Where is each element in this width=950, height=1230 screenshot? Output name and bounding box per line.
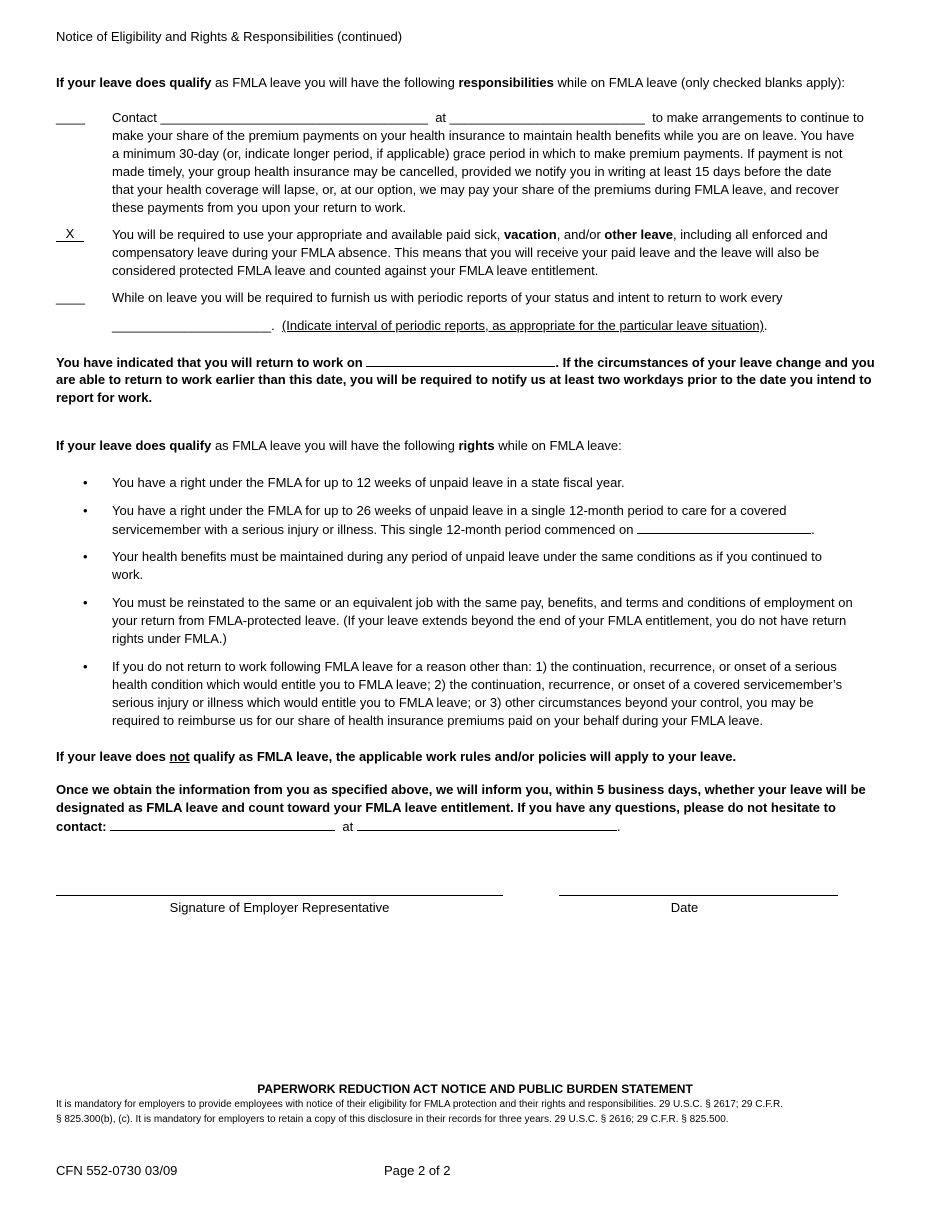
return-date-line: [56, 353, 875, 372]
checkbox-blank-premium[interactable]: ____: [56, 110, 85, 125]
not-qualify-statement: [56, 748, 736, 766]
once-line: designated as FMLA leave and count toward your FMLA leave entitlement. If you have any questions, please do not hesitate to: [56, 800, 836, 815]
page-number: Page 2 of 2: [384, 1163, 451, 1178]
employer-signature-label: Signature of Employer Representative: [169, 900, 390, 915]
periodic-reports-interval-line: [112, 317, 768, 335]
contact-phone-blank[interactable]: ___________________________: [449, 110, 645, 125]
contact-label-bold: contact:: [56, 819, 107, 834]
rights-bullet-line: You have a right under the FMLA for up to 26 weeks of unpaid leave in a single 12-month period to care for a covered: [112, 503, 787, 518]
bullet-icon: •: [83, 475, 88, 490]
interval-note-end: .: [763, 318, 768, 333]
commenced-period: .: [811, 522, 815, 537]
not-qualify-text-end: qualify as FMLA leave, the applicable work rules and/or policies will apply to your leave.: [189, 749, 737, 764]
premium-text-line: make your share of the premium payments on your health insurance to maintain health benefits while you are on leave. You have: [112, 128, 855, 143]
page-header-title: Notice of Eligibility and Rights & Responsibilities (continued): [56, 29, 403, 44]
return-notice-line: report for work.: [56, 390, 153, 405]
bullet-icon: •: [83, 503, 88, 518]
bullet-icon: •: [83, 595, 88, 610]
rights-bullet-line: [112, 520, 815, 539]
once-line: Once we obtain the information from you as specified above, we will inform you, within 5 business days, whether your leave will be: [56, 782, 866, 797]
rights-bullet-line: You must be reinstated to the same or an equivalent job with the same pay, benefits, and terms and conditions of employment on: [112, 595, 853, 610]
periodic-reports-line: While on leave you will be required to furnish us with periodic reports of your status and intent to return to work every: [112, 290, 783, 305]
premium-text-line: made timely, your group health insurance may be cancelled, provided we notify you in writing at least 15 days before the date: [112, 164, 832, 179]
contact-at: at: [342, 819, 354, 834]
once-contact-line: [56, 817, 621, 836]
contact-line: [112, 109, 864, 127]
premium-text-line: these payments from you upon your return to work.: [112, 200, 407, 215]
commenced-date-blank[interactable]: [637, 520, 811, 534]
return-date-text: You have indicated that you will return to work on: [56, 355, 363, 370]
bullet-icon: •: [83, 549, 88, 564]
premium-text-line: a minimum 30-day (or, indicate longer period, if applicable) grace period in which to make premium payments. If payment is not: [112, 146, 843, 161]
return-date-text-cont: . If the circumstances of your leave change and you: [555, 355, 875, 370]
intro-bold-qualify: If your leave does qualify: [56, 75, 212, 90]
return-date-blank[interactable]: [366, 353, 555, 367]
vacation-bold: vacation: [503, 227, 557, 242]
rights-intro: [56, 437, 622, 455]
contact-info-field[interactable]: [357, 817, 617, 831]
not-qualify-text: If your leave does: [56, 749, 170, 764]
other-leave-bold: other leave: [604, 227, 674, 242]
paid-leave-text: , including all enforced and: [673, 227, 828, 242]
rights-bullet-line: Your health benefits must be maintained during any period of unpaid leave under the same conditions as if you continued to: [112, 549, 822, 564]
commenced-text: servicemember with a serious injury or illness. This single 12-month period commenced on: [112, 522, 634, 537]
paid-leave-text: , and/or: [556, 227, 605, 242]
not-underlined: not: [169, 749, 190, 764]
interval-blank[interactable]: ______________________: [112, 318, 272, 333]
paid-leave-text: You will be required to use your appropriate and available paid sick,: [112, 227, 504, 242]
rights-bullet-line: rights under FMLA.): [112, 631, 227, 646]
contact-period: .: [616, 819, 621, 834]
rights-bullet-line: health condition which would entitle you to FMLA leave; 2) the continuation, recurrence, or onset of a covered servicemember’s: [112, 677, 843, 692]
interval-period: .: [271, 318, 275, 333]
intro-bold-responsibilities: responsibilities: [458, 75, 554, 90]
checkbox-blank-periodic-reports[interactable]: ____: [56, 290, 85, 305]
contact-after-text: to make arrangements to continue to: [652, 110, 864, 125]
rights-intro-text-end: while on FMLA leave:: [494, 438, 622, 453]
contact-label: Contact: [112, 110, 157, 125]
contact-name-blank[interactable]: _____________________________________: [160, 110, 428, 125]
interval-note: (Indicate interval of periodic reports, as appropriate for the particular leave situation): [281, 318, 764, 333]
employer-signature-line[interactable]: [56, 895, 503, 896]
paid-leave-line: compensatory leave during your FMLA absence. This means that you will receive your paid leave and the leave will also be: [112, 245, 820, 260]
rights-bold-rights: rights: [458, 438, 495, 453]
rights-bullet-line: work.: [112, 567, 144, 582]
premium-text-line: that your health coverage will lapse, or, at our option, we may pay your share of the premiums during FMLA leave, and recover: [112, 182, 839, 197]
contact-name-field[interactable]: [110, 817, 335, 831]
bullet-icon: •: [83, 659, 88, 674]
rights-bullet-line: serious injury or illness which would entitle you to FMLA leave; or 3) other circumstances beyond your control, you may be: [112, 695, 814, 710]
rights-bullet-line: If you do not return to work following FMLA leave for a reason other than: 1) the continuation, recurrence, or onset of a serious: [112, 659, 837, 674]
paperwork-title: PAPERWORK REDUCTION ACT NOTICE AND PUBLIC BURDEN STATEMENT: [257, 1082, 693, 1096]
date-signature-line[interactable]: [559, 895, 838, 896]
paperwork-text-line: It is mandatory for employers to provide employees with notice of their eligibility for FMLA protection and their rights and responsibilities. 29 U.S.C. § 2617; 29 C.F.R.: [56, 1099, 784, 1110]
intro-text-end: while on FMLA leave (only checked blanks apply):: [553, 75, 846, 90]
form-number: CFN 552-0730 03/09: [56, 1163, 178, 1178]
rights-bold-qualify: If your leave does qualify: [56, 438, 212, 453]
rights-intro-text: as FMLA leave you will have the following: [211, 438, 459, 453]
rights-bullet-line: You have a right under the FMLA for up to 12 weeks of unpaid leave in a state fiscal year.: [112, 475, 625, 490]
date-label: Date: [670, 900, 699, 915]
checkbox-checked-paid-leave[interactable]: X: [56, 226, 84, 242]
contact-at-label: at: [435, 110, 447, 125]
rights-bullet-line: your return from FMLA-protected leave. (If your leave extends beyond the end of your FMLA entitlement, you do not have return: [112, 613, 847, 628]
paid-leave-line: considered protected FMLA leave and counted against your FMLA leave entitlement.: [112, 263, 599, 278]
rights-bullet-line: required to reimburse us for our share of health insurance premiums paid on your behalf during your FMLA leave.: [112, 713, 764, 728]
responsibilities-intro: [56, 74, 845, 92]
intro-text: as FMLA leave you will have the following: [211, 75, 459, 90]
return-notice-line: are able to return to work earlier than this date, you will be required to notify us at least two workdays prior to the date you intend to: [56, 372, 872, 387]
paperwork-text-line: § 825.300(b), (c). It is mandatory for employers to retain a copy of this disclosure in their records for three years. 29 U.S.C. § 2616; 29 C.F.R. § 825.500.: [56, 1114, 729, 1125]
paid-leave-line: [112, 226, 828, 244]
